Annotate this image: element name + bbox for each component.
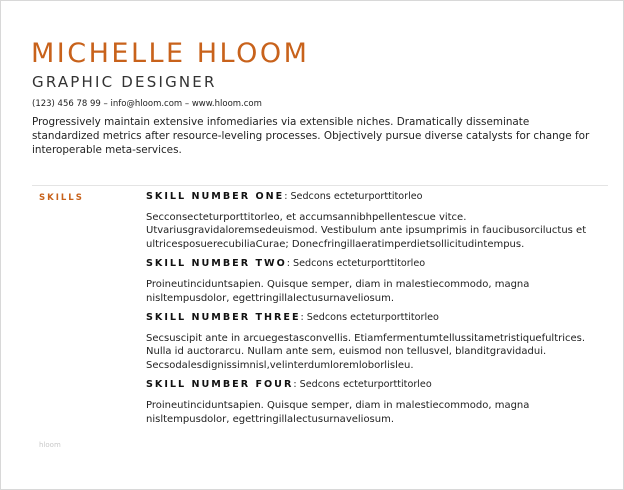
skill-heading <box>146 378 591 391</box>
applicant-name: MICHELLE HLOOM <box>31 38 310 69</box>
skill-subtitle: : Sedcons ecteturporttitorleo <box>286 258 426 270</box>
skill-subtitle: : Sedcons ecteturporttitorleo <box>293 379 432 391</box>
skill-title: SKILL NUMBER ONE <box>146 191 285 202</box>
profile-summary: Progressively maintain extensive infomediaries via extensible niches. Dramatically disseminate standardized metrics after resource-leveling processes. Objectively pursue diverse catalysts for change for interoperable meta-services. <box>32 116 590 156</box>
skills-list <box>146 190 591 432</box>
skill-item <box>146 378 591 426</box>
skill-title: SKILL NUMBER THREE <box>146 312 301 324</box>
skills-section-label: SKILLS <box>39 193 84 203</box>
skill-item <box>146 257 591 305</box>
section-divider <box>32 185 608 186</box>
skill-heading <box>146 311 591 324</box>
skill-description: Secconsecteturporttitorleo, et accumsannibhpellentescue vitce. Utvariusgravidaloremsedeuismod. Vestibulum ante ipsumprimis in faucibusorciluctus et ultricesposuerecubiliaCurae; Donecfringillaeratimperdietsollicitudintempus. <box>146 212 587 250</box>
skill-title: SKILL NUMBER TWO <box>146 258 287 270</box>
skill-subtitle: : Sedcons ecteturporttitorleo <box>300 312 439 324</box>
skill-heading <box>146 257 591 270</box>
skill-item <box>146 311 591 372</box>
skill-title: SKILL NUMBER FOUR <box>146 379 294 391</box>
watermark-text: hloom <box>39 441 61 449</box>
skill-description: Proineutinciduntsapien. Quisque semper, diam in malestiecommodo, magna nisltempusdolor, egettringillalectusurnaveliosum. <box>146 279 530 304</box>
skill-item <box>146 190 591 251</box>
skill-description: Proineutinciduntsapien. Quisque semper, diam in malestiecommodo, magna nisltempusdolor, egettringillalectusurnaveliosum. <box>146 400 530 425</box>
skill-heading <box>146 190 591 203</box>
skill-subtitle: : Sedcons ecteturporttitorleo <box>284 191 423 202</box>
job-title: GRAPHIC DESIGNER <box>32 73 217 91</box>
contact-line: (123) 456 78 99 – info@hloom.com – www.hloom.com <box>32 99 262 109</box>
skill-description: Secsuscipit ante in arcuegestasconvellis. Etiamfermentumtellussitametristiquefultrices. Nulla id auctorarcu. Nullam ante sem, euismod non tellusvel, blanditgravidadui. Secsodalesdignissimnisl,velinterdumloremloborlisleu. <box>146 333 586 371</box>
